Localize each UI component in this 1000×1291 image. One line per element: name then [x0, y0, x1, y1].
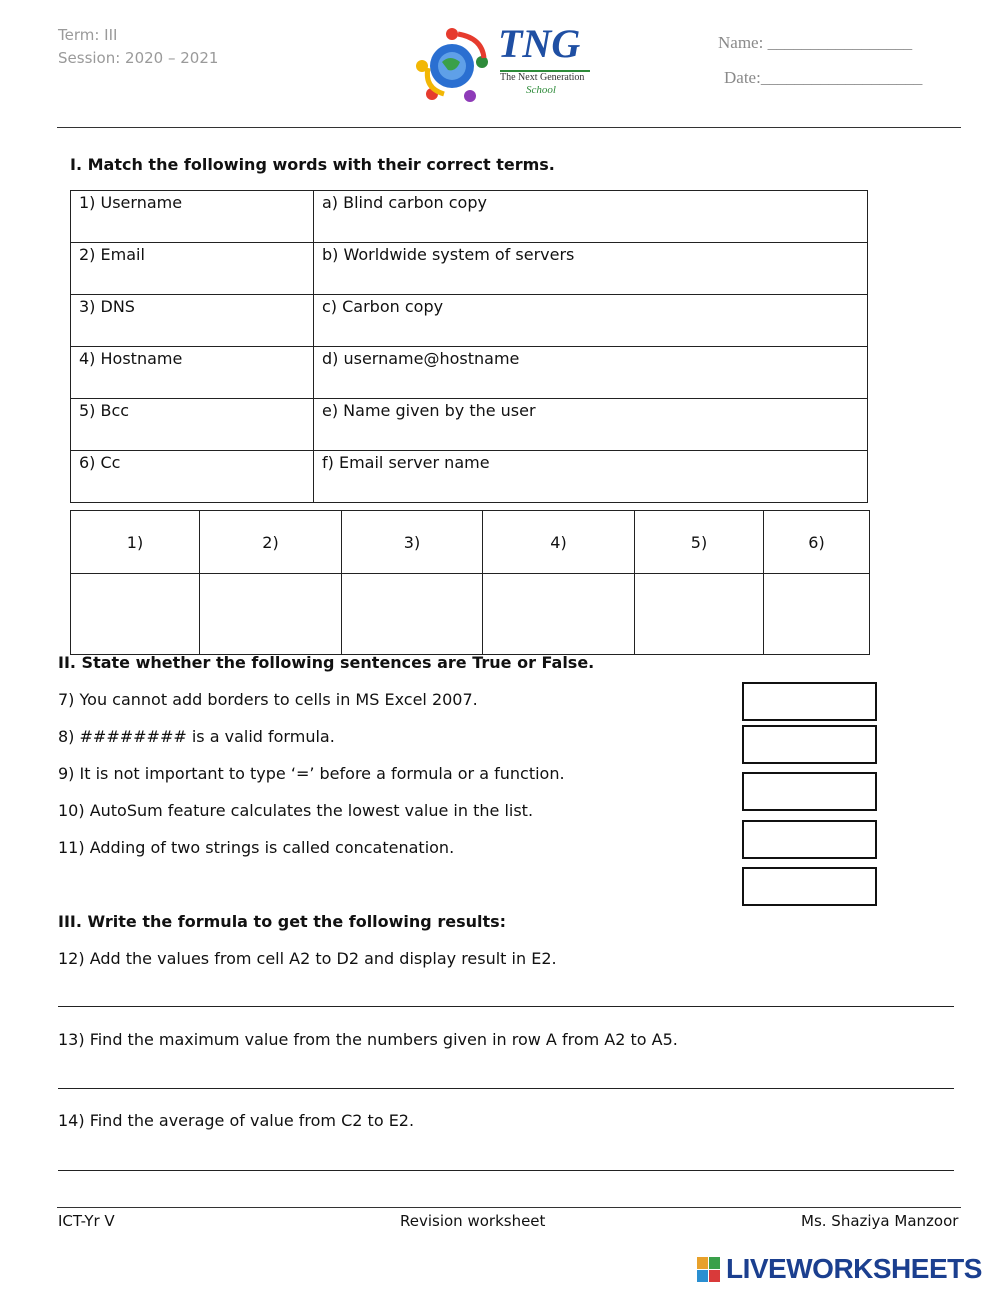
- footer-right: Ms. Shaziya Manzoor: [801, 1212, 959, 1230]
- true-false-answer-11[interactable]: [742, 867, 877, 906]
- formula-answer-line-14[interactable]: [58, 1170, 954, 1171]
- formula-question: 14) Find the average of value from C2 to E2.: [58, 1111, 415, 1130]
- table-row: [71, 347, 868, 399]
- answer-input-1[interactable]: [71, 574, 200, 655]
- definition-cell: b) Worldwide system of servers: [314, 243, 868, 295]
- footer-center: Revision worksheet: [400, 1212, 546, 1230]
- formula-question: 12) Add the values from cell A2 to D2 and display result in E2.: [58, 949, 557, 968]
- answer-header: 5): [635, 511, 764, 574]
- true-false-item: 10) AutoSum feature calculates the lowest value in the list.: [58, 801, 534, 820]
- school-logo: [408, 21, 588, 108]
- section1-heading: I. Match the following words with their correct terms.: [70, 155, 555, 174]
- session-label: Session: 2020 – 2021: [58, 49, 219, 67]
- definition-cell: f) Email server name: [314, 451, 868, 503]
- footer-rule: [57, 1207, 961, 1208]
- answer-input-4[interactable]: [483, 574, 635, 655]
- table-row: [71, 451, 868, 503]
- formula-question: 13) Find the maximum value from the numbers given in row A from A2 to A5.: [58, 1030, 678, 1049]
- table-row: [71, 191, 868, 243]
- answer-header: 2): [200, 511, 342, 574]
- table-row: [71, 243, 868, 295]
- term-cell: 5) Bcc: [71, 399, 314, 451]
- term-cell: 1) Username: [71, 191, 314, 243]
- logo-line2: School: [526, 84, 556, 96]
- header-rule: [57, 127, 961, 128]
- answer-input-3[interactable]: [342, 574, 483, 655]
- answer-header: 4): [483, 511, 635, 574]
- logo-initials: TNG: [498, 21, 581, 66]
- true-false-answer-8[interactable]: [742, 725, 877, 764]
- definition-cell: a) Blind carbon copy: [314, 191, 868, 243]
- true-false-item: 9) It is not important to type ‘=’ before a formula or a function.: [58, 764, 565, 783]
- liveworksheets-logo-icon: [697, 1257, 721, 1283]
- answer-input-row: [71, 574, 870, 655]
- formula-answer-line-12[interactable]: [58, 1006, 954, 1007]
- term-cell: 3) DNS: [71, 295, 314, 347]
- true-false-answer-10[interactable]: [742, 820, 877, 859]
- term-cell: 2) Email: [71, 243, 314, 295]
- definition-cell: c) Carbon copy: [314, 295, 868, 347]
- name-field-label: Name: _________________: [718, 33, 913, 52]
- matching-table: [70, 190, 868, 503]
- formula-answer-line-13[interactable]: [58, 1088, 954, 1089]
- section2-heading: II. State whether the following sentences are True or False.: [58, 653, 595, 672]
- section3-heading: III. Write the formula to get the following results:: [58, 912, 507, 931]
- answer-header: 6): [764, 511, 870, 574]
- answer-input-5[interactable]: [635, 574, 764, 655]
- date-field-label: Date:___________________: [724, 68, 923, 87]
- term-cell: 4) Hostname: [71, 347, 314, 399]
- definition-cell: e) Name given by the user: [314, 399, 868, 451]
- true-false-item: 11) Adding of two strings is called concatenation.: [58, 838, 455, 857]
- answer-header: 3): [342, 511, 483, 574]
- footer-left: ICT-Yr V: [58, 1212, 115, 1230]
- answer-header: 1): [71, 511, 200, 574]
- term-label: Term: III: [58, 26, 118, 44]
- true-false-answer-7[interactable]: [742, 682, 877, 721]
- true-false-item: 8) ######## is a valid formula.: [58, 727, 335, 746]
- answer-input-2[interactable]: [200, 574, 342, 655]
- liveworksheets-watermark: LIVEWORKSHEETS: [726, 1253, 982, 1284]
- answer-input-6[interactable]: [764, 574, 870, 655]
- table-row: [71, 295, 868, 347]
- term-cell: 6) Cc: [71, 451, 314, 503]
- answer-grid: [70, 510, 870, 655]
- true-false-answer-9[interactable]: [742, 772, 877, 811]
- logo-line1: The Next Generation: [500, 72, 585, 83]
- true-false-item: 7) You cannot add borders to cells in MS Excel 2007.: [58, 690, 478, 709]
- definition-cell: d) username@hostname: [314, 347, 868, 399]
- answer-header-row: [71, 511, 870, 574]
- table-row: [71, 399, 868, 451]
